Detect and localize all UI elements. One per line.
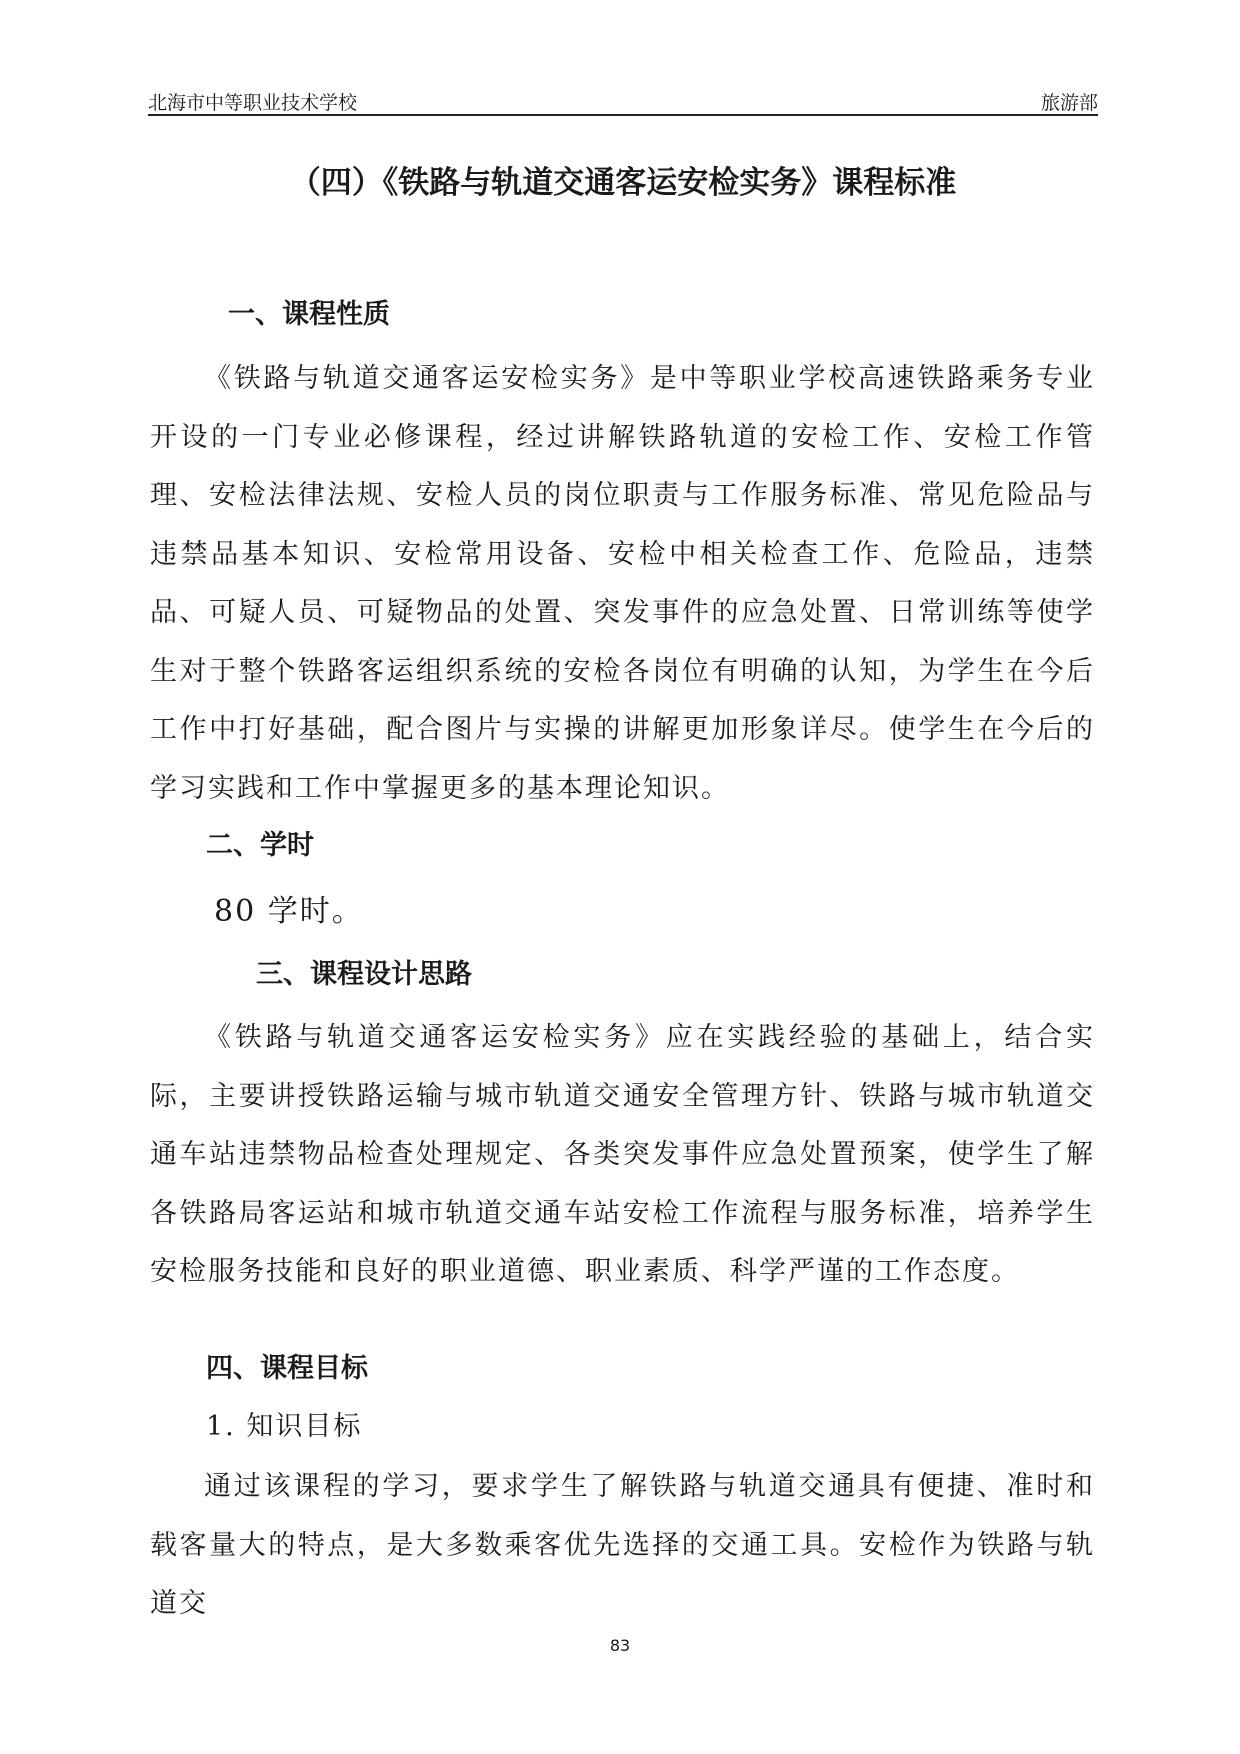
section-paragraph-nature: 《铁路与轨道交通客运安检实务》是中等职业学校高速铁路乘务专业开设的一门专业必修课程，经过讲解铁路轨道的安检工作、安检工作管理、安检法律法规、安检人员的岗位职责与工作服务标准、常见危险品与违禁品基本知识、安检常用设备、安检中相关检查工作、危险品，违禁品、可疑人员、可疑物品的处置、突发事件的应急处置、日常训练等使学生对于整个铁路客运组织系统的安检各岗位有明确的认知，为学生在今后工作中打好基础，配合图片与实操的讲解更加形象详尽。使学生在今后的学习实践和工作中掌握更多的基本理论知识。: [150, 363, 1095, 804]
section-paragraph-design: 《铁路与轨道交通客运安检实务》应在实践经验的基础上，结合实际，主要讲授铁路运输与城市轨道交通安全管理方针、铁路与城市轨道交通车站违禁物品检查处理规定、各类突发事件应急处置预案，使学生了解各铁路局客运站和城市轨道交通车站安检工作流程与服务标准，培养学生安检服务技能和良好的职业道德、职业素质、科学严谨的工作态度。: [150, 1022, 1095, 1287]
document-title: （四）《铁路与轨道交通客运安检实务》课程标准: [289, 165, 957, 201]
section-text-hours: 80 学时。: [214, 894, 364, 929]
header-school-name: 北海市中等职业技术学校: [148, 92, 358, 114]
section-paragraph-goals: 通过该课程的学习，要求学生了解铁路与轨道交通具有便捷、准时和载客量大的特点，是大多数乘客优先选择的交通工具。安检作为铁路与轨道交: [150, 1471, 1095, 1619]
section-heading-goals: 四、课程目标: [206, 1353, 368, 1384]
page-number: 83: [609, 1636, 631, 1655]
section-heading-nature: 一、课程性质: [228, 299, 390, 330]
section-subheading-knowledge: 1. 知识目标: [206, 1411, 363, 1442]
section-heading-design: 三、课程设计思路: [256, 959, 472, 990]
section-heading-hours: 二、学时: [206, 830, 314, 861]
header-department: 旅游部: [1040, 92, 1098, 114]
page-header: [148, 88, 1098, 116]
